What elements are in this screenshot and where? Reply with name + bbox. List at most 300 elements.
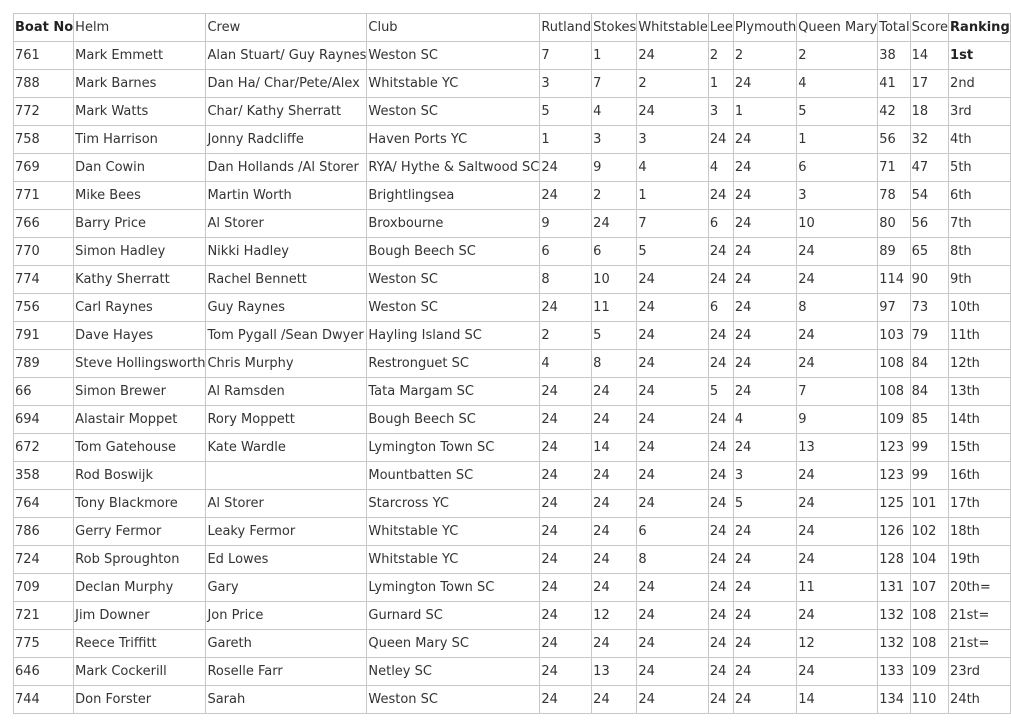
cell-score: 108 (910, 602, 948, 630)
header-club: Club (367, 14, 540, 42)
cell-ranking: 1st (949, 42, 1011, 70)
cell-stokes: 24 (592, 462, 637, 490)
cell-plymouth: 24 (733, 574, 796, 602)
cell-stokes: 12 (592, 602, 637, 630)
cell-rutland: 24 (540, 518, 592, 546)
cell-total: 89 (878, 238, 910, 266)
table-row (14, 266, 1011, 294)
cell-rutland: 1 (540, 126, 592, 154)
cell-queen-mary: 4 (797, 70, 878, 98)
cell-lee: 24 (708, 462, 733, 490)
cell-whitstable: 5 (637, 238, 709, 266)
cell-crew: Al Ramsden (206, 378, 367, 406)
header-total: Total (878, 14, 910, 42)
table-row (14, 546, 1011, 574)
cell-queen-mary: 5 (797, 98, 878, 126)
header-stokes: Stokes (592, 14, 637, 42)
cell-total: 133 (878, 658, 910, 686)
cell-whitstable: 24 (637, 490, 709, 518)
cell-lee: 6 (708, 210, 733, 238)
cell-score: 17 (910, 70, 948, 98)
table-row (14, 378, 1011, 406)
cell-queen-mary: 1 (797, 126, 878, 154)
cell-total: 38 (878, 42, 910, 70)
cell-queen-mary: 10 (797, 210, 878, 238)
cell-ranking: 16th (949, 462, 1011, 490)
cell-club: Netley SC (367, 658, 540, 686)
cell-helm: Reece Triffitt (74, 630, 206, 658)
cell-lee: 24 (708, 686, 733, 714)
cell-total: 126 (878, 518, 910, 546)
cell-stokes: 3 (592, 126, 637, 154)
cell-plymouth: 24 (733, 350, 796, 378)
cell-helm: Kathy Sherratt (74, 266, 206, 294)
cell-score: 99 (910, 462, 948, 490)
cell-plymouth: 2 (733, 42, 796, 70)
cell-lee: 24 (708, 266, 733, 294)
cell-queen-mary: 7 (797, 378, 878, 406)
cell-helm: Tom Gatehouse (74, 434, 206, 462)
cell-lee: 3 (708, 98, 733, 126)
cell-helm: Mark Watts (74, 98, 206, 126)
cell-plymouth: 24 (733, 602, 796, 630)
cell-score: 109 (910, 658, 948, 686)
cell-queen-mary: 12 (797, 630, 878, 658)
cell-helm: Rod Boswijk (74, 462, 206, 490)
cell-crew: Nikki Hadley (206, 238, 367, 266)
cell-ranking: 10th (949, 294, 1011, 322)
cell-rutland: 8 (540, 266, 592, 294)
cell-score: 110 (910, 686, 948, 714)
cell-stokes: 24 (592, 210, 637, 238)
results-table (13, 13, 1011, 714)
header-whitstable: Whitstable (637, 14, 709, 42)
cell-stokes: 2 (592, 182, 637, 210)
header-lee: Lee (708, 14, 733, 42)
table-row (14, 70, 1011, 98)
cell-stokes: 9 (592, 154, 637, 182)
cell-boat-no: 764 (14, 490, 74, 518)
cell-total: 128 (878, 546, 910, 574)
cell-helm: Dan Cowin (74, 154, 206, 182)
cell-helm: Tim Harrison (74, 126, 206, 154)
cell-ranking: 11th (949, 322, 1011, 350)
cell-whitstable: 7 (637, 210, 709, 238)
cell-crew: Gary (206, 574, 367, 602)
header-plymouth: Plymouth (733, 14, 796, 42)
cell-score: 14 (910, 42, 948, 70)
cell-rutland: 3 (540, 70, 592, 98)
table-row (14, 406, 1011, 434)
cell-helm: Gerry Fermor (74, 518, 206, 546)
cell-boat-no: 786 (14, 518, 74, 546)
cell-crew: Martin Worth (206, 182, 367, 210)
cell-crew: Leaky Fermor (206, 518, 367, 546)
cell-helm: Steve Hollingsworth (74, 350, 206, 378)
cell-club: Hayling Island SC (367, 322, 540, 350)
header-helm: Helm (74, 14, 206, 42)
cell-lee: 24 (708, 182, 733, 210)
cell-boat-no: 769 (14, 154, 74, 182)
cell-stokes: 6 (592, 238, 637, 266)
cell-ranking: 24th (949, 686, 1011, 714)
cell-total: 78 (878, 182, 910, 210)
cell-stokes: 24 (592, 686, 637, 714)
cell-rutland: 24 (540, 574, 592, 602)
cell-total: 97 (878, 294, 910, 322)
cell-helm: Barry Price (74, 210, 206, 238)
cell-score: 79 (910, 322, 948, 350)
header-score: Score (910, 14, 948, 42)
cell-score: 18 (910, 98, 948, 126)
cell-boat-no: 770 (14, 238, 74, 266)
cell-whitstable: 24 (637, 322, 709, 350)
cell-plymouth: 24 (733, 518, 796, 546)
cell-score: 47 (910, 154, 948, 182)
cell-helm: Mark Cockerill (74, 658, 206, 686)
cell-boat-no: 789 (14, 350, 74, 378)
cell-helm: Carl Raynes (74, 294, 206, 322)
cell-boat-no: 788 (14, 70, 74, 98)
table-row (14, 658, 1011, 686)
cell-total: 125 (878, 490, 910, 518)
cell-crew: Jonny Radcliffe (206, 126, 367, 154)
cell-rutland: 24 (540, 294, 592, 322)
table-row (14, 154, 1011, 182)
cell-lee: 24 (708, 546, 733, 574)
cell-boat-no: 772 (14, 98, 74, 126)
cell-total: 108 (878, 378, 910, 406)
cell-club: Mountbatten SC (367, 462, 540, 490)
cell-rutland: 24 (540, 686, 592, 714)
cell-queen-mary: 24 (797, 602, 878, 630)
cell-helm: Don Forster (74, 686, 206, 714)
cell-club: Lymington Town SC (367, 574, 540, 602)
cell-rutland: 24 (540, 602, 592, 630)
cell-boat-no: 672 (14, 434, 74, 462)
cell-queen-mary: 24 (797, 322, 878, 350)
cell-crew: Tom Pygall /Sean Dwyer (206, 322, 367, 350)
cell-club: Starcross YC (367, 490, 540, 518)
cell-club: Weston SC (367, 294, 540, 322)
cell-plymouth: 24 (733, 126, 796, 154)
cell-crew: Roselle Farr (206, 658, 367, 686)
cell-rutland: 24 (540, 658, 592, 686)
cell-score: 104 (910, 546, 948, 574)
cell-plymouth: 24 (733, 154, 796, 182)
cell-queen-mary: 24 (797, 490, 878, 518)
cell-queen-mary: 24 (797, 462, 878, 490)
cell-boat-no: 721 (14, 602, 74, 630)
cell-club: Whitstable YC (367, 518, 540, 546)
cell-rutland: 24 (540, 378, 592, 406)
cell-queen-mary: 13 (797, 434, 878, 462)
cell-lee: 24 (708, 406, 733, 434)
cell-stokes: 4 (592, 98, 637, 126)
cell-queen-mary: 6 (797, 154, 878, 182)
cell-boat-no: 758 (14, 126, 74, 154)
table-row (14, 686, 1011, 714)
cell-boat-no: 771 (14, 182, 74, 210)
cell-whitstable: 24 (637, 434, 709, 462)
cell-plymouth: 24 (733, 238, 796, 266)
cell-ranking: 9th (949, 266, 1011, 294)
cell-whitstable: 24 (637, 98, 709, 126)
cell-club: Haven Ports YC (367, 126, 540, 154)
cell-club: Whitstable YC (367, 546, 540, 574)
table-row (14, 294, 1011, 322)
cell-total: 132 (878, 630, 910, 658)
cell-rutland: 4 (540, 350, 592, 378)
cell-total: 103 (878, 322, 910, 350)
cell-crew: Dan Ha/ Char/Pete/Alex (206, 70, 367, 98)
cell-boat-no: 756 (14, 294, 74, 322)
cell-crew: Al Storer (206, 210, 367, 238)
header-ranking: Ranking (949, 14, 1011, 42)
cell-score: 84 (910, 378, 948, 406)
table-row (14, 182, 1011, 210)
cell-club: Weston SC (367, 266, 540, 294)
cell-boat-no: 791 (14, 322, 74, 350)
cell-stokes: 7 (592, 70, 637, 98)
cell-ranking: 19th (949, 546, 1011, 574)
cell-club: Tata Margam SC (367, 378, 540, 406)
cell-ranking: 3rd (949, 98, 1011, 126)
cell-queen-mary: 24 (797, 350, 878, 378)
cell-rutland: 7 (540, 42, 592, 70)
cell-queen-mary: 8 (797, 294, 878, 322)
table-row (14, 434, 1011, 462)
table-row (14, 350, 1011, 378)
cell-score: 99 (910, 434, 948, 462)
cell-whitstable: 24 (637, 266, 709, 294)
cell-queen-mary: 24 (797, 518, 878, 546)
table-row (14, 126, 1011, 154)
cell-ranking: 7th (949, 210, 1011, 238)
cell-club: Lymington Town SC (367, 434, 540, 462)
cell-lee: 6 (708, 294, 733, 322)
cell-lee: 24 (708, 630, 733, 658)
cell-whitstable: 2 (637, 70, 709, 98)
cell-helm: Simon Brewer (74, 378, 206, 406)
cell-score: 90 (910, 266, 948, 294)
cell-score: 56 (910, 210, 948, 238)
cell-crew: Char/ Kathy Sherratt (206, 98, 367, 126)
cell-plymouth: 24 (733, 658, 796, 686)
cell-whitstable: 1 (637, 182, 709, 210)
cell-ranking: 20th= (949, 574, 1011, 602)
cell-crew: Jon Price (206, 602, 367, 630)
cell-boat-no: 775 (14, 630, 74, 658)
cell-crew: Rory Moppett (206, 406, 367, 434)
cell-score: 54 (910, 182, 948, 210)
cell-score: 73 (910, 294, 948, 322)
table-row (14, 238, 1011, 266)
cell-helm: Tony Blackmore (74, 490, 206, 518)
cell-stokes: 1 (592, 42, 637, 70)
cell-stokes: 14 (592, 434, 637, 462)
cell-helm: Declan Murphy (74, 574, 206, 602)
cell-rutland: 5 (540, 98, 592, 126)
cell-total: 114 (878, 266, 910, 294)
table-row (14, 518, 1011, 546)
cell-total: 123 (878, 434, 910, 462)
cell-queen-mary: 3 (797, 182, 878, 210)
cell-helm: Mark Emmett (74, 42, 206, 70)
cell-queen-mary: 24 (797, 658, 878, 686)
cell-total: 41 (878, 70, 910, 98)
cell-score: 101 (910, 490, 948, 518)
cell-score: 84 (910, 350, 948, 378)
cell-boat-no: 66 (14, 378, 74, 406)
cell-stokes: 24 (592, 574, 637, 602)
cell-total: 108 (878, 350, 910, 378)
table-row (14, 210, 1011, 238)
cell-total: 71 (878, 154, 910, 182)
cell-whitstable: 24 (637, 630, 709, 658)
cell-stokes: 24 (592, 518, 637, 546)
cell-total: 134 (878, 686, 910, 714)
cell-ranking: 13th (949, 378, 1011, 406)
cell-boat-no: 724 (14, 546, 74, 574)
cell-plymouth: 24 (733, 686, 796, 714)
cell-queen-mary: 14 (797, 686, 878, 714)
cell-rutland: 2 (540, 322, 592, 350)
table-row (14, 574, 1011, 602)
cell-whitstable: 8 (637, 546, 709, 574)
cell-whitstable: 6 (637, 518, 709, 546)
cell-helm: Mike Bees (74, 182, 206, 210)
cell-crew: Al Storer (206, 490, 367, 518)
cell-boat-no: 774 (14, 266, 74, 294)
cell-plymouth: 24 (733, 322, 796, 350)
cell-rutland: 9 (540, 210, 592, 238)
cell-ranking: 5th (949, 154, 1011, 182)
cell-plymouth: 24 (733, 182, 796, 210)
table-row (14, 630, 1011, 658)
cell-queen-mary: 2 (797, 42, 878, 70)
cell-whitstable: 24 (637, 378, 709, 406)
cell-helm: Jim Downer (74, 602, 206, 630)
cell-rutland: 24 (540, 630, 592, 658)
cell-rutland: 24 (540, 546, 592, 574)
header-crew: Crew (206, 14, 367, 42)
cell-score: 107 (910, 574, 948, 602)
cell-whitstable: 24 (637, 602, 709, 630)
cell-crew: Dan Hollands /Al Storer (206, 154, 367, 182)
cell-ranking: 8th (949, 238, 1011, 266)
cell-queen-mary: 24 (797, 546, 878, 574)
cell-lee: 24 (708, 602, 733, 630)
table-row (14, 42, 1011, 70)
cell-stokes: 24 (592, 630, 637, 658)
cell-club: Gurnard SC (367, 602, 540, 630)
cell-total: 42 (878, 98, 910, 126)
cell-whitstable: 24 (637, 350, 709, 378)
cell-stokes: 5 (592, 322, 637, 350)
cell-crew: Ed Lowes (206, 546, 367, 574)
cell-stokes: 11 (592, 294, 637, 322)
cell-whitstable: 24 (637, 462, 709, 490)
cell-ranking: 4th (949, 126, 1011, 154)
cell-total: 123 (878, 462, 910, 490)
cell-stokes: 10 (592, 266, 637, 294)
cell-rutland: 24 (540, 434, 592, 462)
cell-queen-mary: 11 (797, 574, 878, 602)
cell-boat-no: 358 (14, 462, 74, 490)
cell-crew: Chris Murphy (206, 350, 367, 378)
cell-plymouth: 1 (733, 98, 796, 126)
cell-rutland: 24 (540, 154, 592, 182)
header-row (14, 14, 1011, 42)
cell-total: 80 (878, 210, 910, 238)
cell-crew: Rachel Bennett (206, 266, 367, 294)
cell-club: RYA/ Hythe & Saltwood SC (367, 154, 540, 182)
cell-ranking: 23rd (949, 658, 1011, 686)
cell-total: 131 (878, 574, 910, 602)
cell-club: Weston SC (367, 42, 540, 70)
cell-lee: 24 (708, 574, 733, 602)
cell-crew: Alan Stuart/ Guy Raynes (206, 42, 367, 70)
cell-plymouth: 24 (733, 378, 796, 406)
cell-plymouth: 24 (733, 70, 796, 98)
cell-plymouth: 3 (733, 462, 796, 490)
cell-club: Queen Mary SC (367, 630, 540, 658)
cell-whitstable: 24 (637, 686, 709, 714)
cell-lee: 24 (708, 658, 733, 686)
cell-ranking: 2nd (949, 70, 1011, 98)
cell-crew: Kate Wardle (206, 434, 367, 462)
cell-lee: 4 (708, 154, 733, 182)
table-body (14, 42, 1011, 714)
cell-plymouth: 24 (733, 546, 796, 574)
cell-ranking: 6th (949, 182, 1011, 210)
cell-queen-mary: 24 (797, 266, 878, 294)
cell-ranking: 21st= (949, 602, 1011, 630)
cell-whitstable: 4 (637, 154, 709, 182)
cell-stokes: 13 (592, 658, 637, 686)
cell-plymouth: 24 (733, 210, 796, 238)
cell-club: Broxbourne (367, 210, 540, 238)
cell-stokes: 8 (592, 350, 637, 378)
cell-ranking: 21st= (949, 630, 1011, 658)
cell-ranking: 15th (949, 434, 1011, 462)
cell-boat-no: 744 (14, 686, 74, 714)
header-queen-mary: Queen Mary (797, 14, 878, 42)
cell-crew: Sarah (206, 686, 367, 714)
cell-total: 109 (878, 406, 910, 434)
cell-club: Weston SC (367, 98, 540, 126)
cell-whitstable: 24 (637, 42, 709, 70)
cell-stokes: 24 (592, 378, 637, 406)
cell-club: Weston SC (367, 686, 540, 714)
cell-club: Restronguet SC (367, 350, 540, 378)
cell-rutland: 6 (540, 238, 592, 266)
cell-plymouth: 4 (733, 406, 796, 434)
cell-boat-no: 694 (14, 406, 74, 434)
cell-whitstable: 3 (637, 126, 709, 154)
cell-score: 32 (910, 126, 948, 154)
cell-rutland: 24 (540, 406, 592, 434)
cell-lee: 24 (708, 322, 733, 350)
cell-lee: 24 (708, 490, 733, 518)
cell-plymouth: 24 (733, 266, 796, 294)
cell-boat-no: 761 (14, 42, 74, 70)
cell-helm: Alastair Moppet (74, 406, 206, 434)
table-row (14, 322, 1011, 350)
cell-helm: Dave Hayes (74, 322, 206, 350)
cell-stokes: 24 (592, 406, 637, 434)
